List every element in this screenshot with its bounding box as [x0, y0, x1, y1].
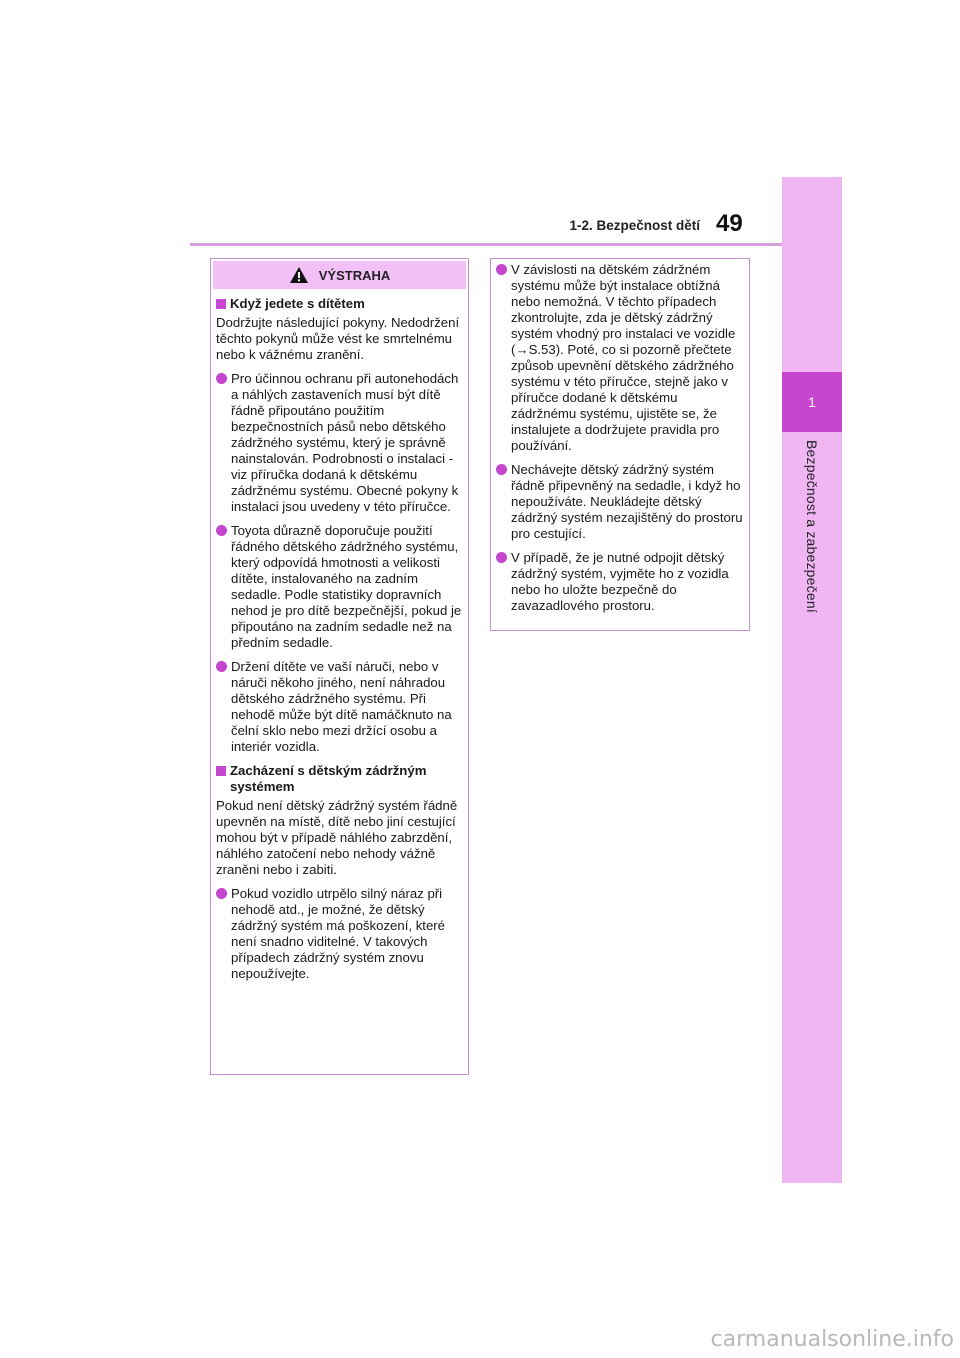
list-item [216, 886, 463, 982]
list-item [496, 462, 744, 542]
list-item-text: Nechávejte dětský zádržný systém řádně připevněný na sedadle, i když ho nepoužíváte. Neukládejte dětský zádržný systém nezajištěný do prostoru pro cestující. [511, 462, 743, 541]
section-heading-text: Zacházení s dětským zádržným systémem [230, 763, 427, 794]
square-bullet-icon [216, 299, 226, 309]
circle-bullet-icon [496, 552, 507, 563]
list-item [496, 550, 744, 614]
section-heading-text: Když jedete s dítětem [230, 296, 365, 311]
warning-box [210, 258, 469, 1075]
section-title: 1-2. Bezpečnost dětí [569, 218, 700, 233]
warning-continued-box [490, 258, 750, 631]
list-item-text: Toyota důrazně doporučuje použití řádného dětského zádržného systému, který odpovídá hmotnosti a velikosti dítěte, instalovaného na zadním sedadle. Podle statistiky dopravních nehod je pro dítě bezpečnější, pokud je připoutáno na zadním sedadle než na předním sedadle. [231, 523, 462, 650]
list-item-text: Pro účinnou ochranu při autonehodách a náhlých zastaveních musí být dítě řádně připoutáno použitím bezpečnostních pásů nebo dětského zádržného systému, který je správně nainstalován. Podrobnosti o instalaci - viz příručka dodaná k dětskému zádržnému systému. Obecné pokyny k instalaci jsou uvedeny v této příručce. [231, 371, 459, 514]
circle-bullet-icon [216, 888, 227, 899]
chapter-label: Bezpečnost a zabezpečení [804, 440, 820, 613]
warning-triangle-icon [289, 266, 309, 284]
list-item-text: V závislosti na dětském zádržném systému může být instalace obtížná nebo nemožná. V těchto případech zkontrolujte, zda je dětský zádržný systém vhodný pro instalaci ve vozidle (→S.53). Poté, co si pozorně přečtete způsob upevnění dětského zádržného systému v této příručce, stejně jako v příručce dodané k dětskému zádržnému systému, ujistěte se, že instalujete a dodržujete pravidla pro používání. [511, 262, 736, 453]
watermark: carmanualsonline.info [710, 1327, 954, 1352]
section-heading [216, 763, 463, 795]
list-item [496, 262, 744, 454]
paragraph: Pokud není dětský zádržný systém řádně upevněn na místě, dítě nebo jiní cestující mohou být v případě náhlého zabrzdění, náhlého zatočení nebo nehody vážně zraněni nebo i zabiti. [216, 798, 458, 877]
circle-bullet-icon [216, 661, 227, 672]
circle-bullet-icon [496, 464, 507, 475]
circle-bullet-icon [496, 264, 507, 275]
list-item [216, 523, 463, 651]
circle-bullet-icon [216, 373, 227, 384]
header-divider [190, 243, 782, 246]
list-item-text: Pokud vozidlo utrpělo silný náraz při nehodě atd., je možné, že dětský zádržný systém má poškození, které není snadno viditelné. V takových případech zádržný systém znovu nepoužívejte. [231, 886, 446, 981]
list-item-text: Držení dítěte ve vaší náruči, nebo v náruči někoho jiného, není náhradou dětského zádržného systému. Při nehodě může být dítě namáčknuto na čelní sklo nebo mezi držící osobu a interiér vozidla. [231, 659, 452, 754]
section-heading [216, 296, 463, 312]
chapter-number-box: 1 [782, 372, 842, 432]
list-item [216, 371, 463, 515]
warning-title: VÝSTRAHA [318, 267, 391, 283]
paragraph: Dodržujte následující pokyny. Nedodržení těchto pokynů může vést ke smrtelnému nebo k vážnému zranění. [216, 315, 460, 362]
circle-bullet-icon [216, 525, 227, 536]
chapter-side-tab [782, 177, 842, 1183]
square-bullet-icon [216, 766, 226, 776]
list-item [216, 659, 463, 755]
warning-header [213, 261, 466, 289]
list-item-text: V případě, že je nutné odpojit dětský zádržný systém, vyjměte ho z vozidla nebo ho uložte bezpečně do zavazadlového prostoru. [511, 550, 729, 613]
page-number: 49 [716, 210, 743, 237]
